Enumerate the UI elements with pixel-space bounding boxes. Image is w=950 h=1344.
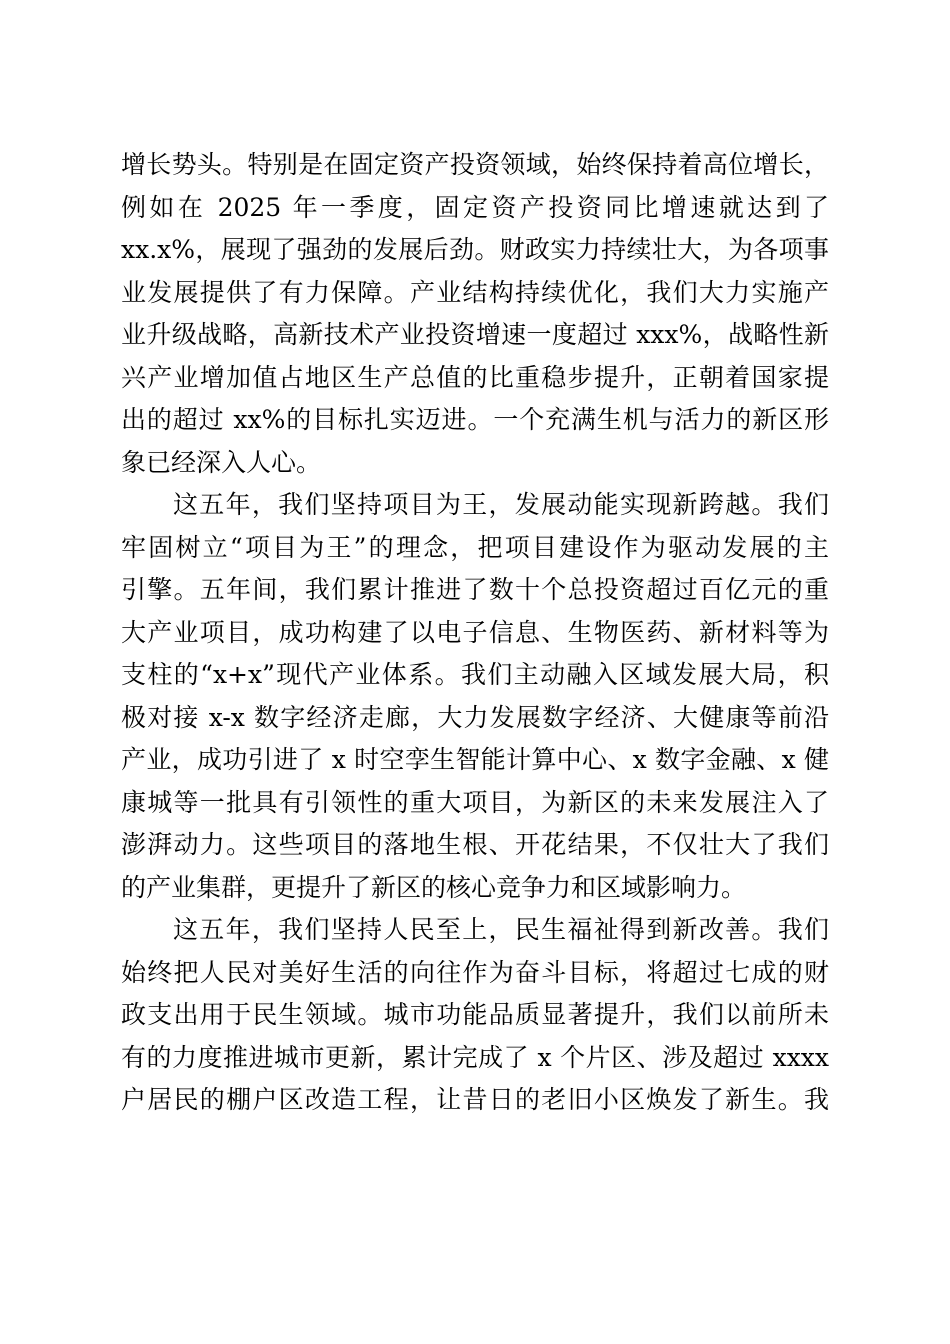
paragraph-first-line: 这五年，我们坚持项目为王，发展动能实现新跨越。我们: [173, 490, 829, 519]
text-line: 大产业项目，成功构建了以电子信息、生物医药、新材料等为: [121, 617, 829, 647]
text-line: 户居民的棚户区改造工程，让昔日的老旧小区焕发了新生。我: [121, 1085, 829, 1114]
text-line: 康城等一批具有引领性的重大项目，为新区的未来发展注入了: [121, 787, 829, 817]
text-line: 象已经深入人心。: [121, 447, 322, 477]
document-page: [121, 144, 829, 1122]
text-line: 增长势头。特别是在固定资产投资领域，始终保持着高位增长，: [121, 150, 829, 179]
text-line: 政支出用于民生领域。城市功能品质显著提升，我们以前所未: [121, 1000, 829, 1029]
text-line: 始终把人民对美好生活的向往作为奋斗目标，将超过七成的财: [121, 957, 829, 987]
text-line: 兴产业增加值占地区生产总值的比重稳步提升，正朝着国家提: [121, 362, 829, 392]
text-line: 的产业集群，更提升了新区的核心竞争力和区域影响力。: [121, 872, 747, 902]
text-line: 出的超过 xx%的目标扎实迈进。一个充满生机与活力的新区形: [121, 405, 829, 434]
text-line: 极对接 x-x 数字经济走廊，大力发展数字经济、大健康等前沿: [121, 702, 829, 732]
text-line: 业发展提供了有力保障。产业结构持续优化，我们大力实施产: [121, 277, 829, 307]
text-line: xx.x%，展现了强劲的发展后劲。财政实力持续壮大，为各项事: [121, 235, 829, 264]
paragraph-first-line: 这五年，我们坚持人民至上，民生福祉得到新改善。我们: [173, 915, 829, 944]
text-line: 产业，成功引进了 x 时空孪生智能计算中心、x 数字金融、x 健: [121, 745, 829, 774]
text-line: 有的力度推进城市更新，累计完成了 x 个片区、涉及超过 xxxx: [121, 1042, 829, 1072]
text-line: 引擎。五年间，我们累计推进了数十个总投资超过百亿元的重: [121, 575, 829, 604]
text-line: 业升级战略，高新技术产业投资增速一度超过 xxx%，战略性新: [121, 320, 829, 349]
text-line: 澎湃动力。这些项目的落地生根、开花结果，不仅壮大了我们: [121, 830, 829, 859]
text-line: 支柱的“x+x”现代产业体系。我们主动融入区域发展大局，积: [121, 660, 829, 689]
text-line: 牢固树立“项目为王”的理念，把项目建设作为驱动发展的主: [121, 532, 829, 562]
text-line: 例如在 2025 年一季度，固定资产投资同比增速就达到了: [121, 192, 829, 222]
